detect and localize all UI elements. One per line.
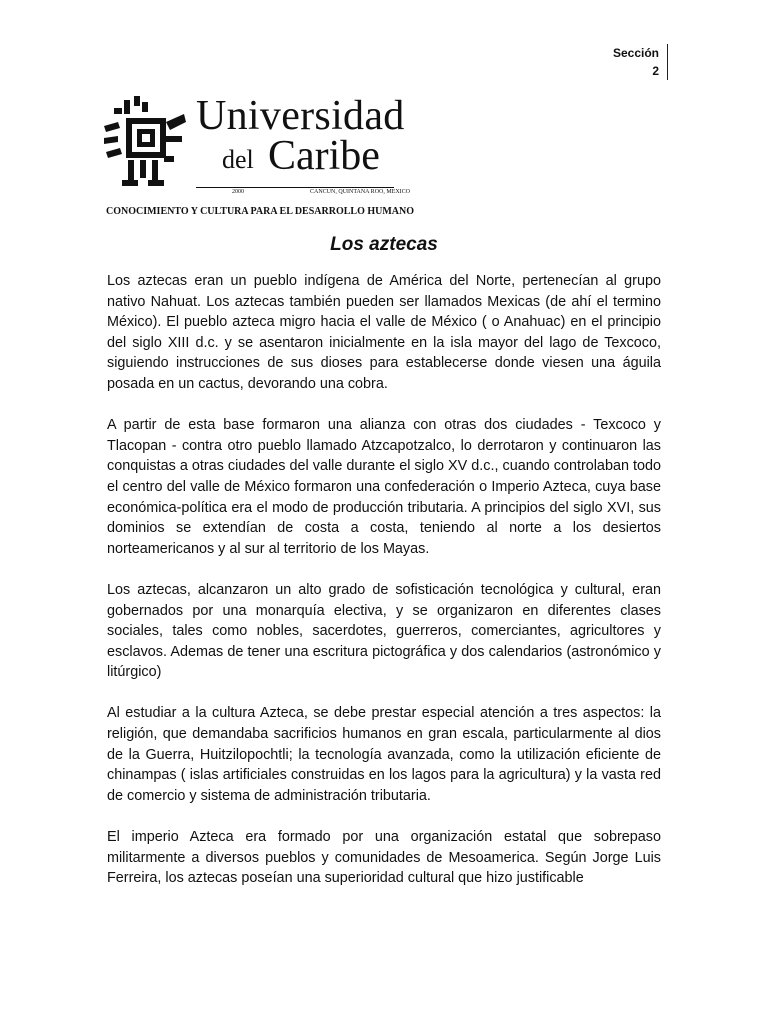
paragraph: Los aztecas, alcanzaron un alto grado de sofisticación tecnológica y cultural, eran gobernados por una monarquía electiva, y se organizaron en diferentes clases sociales, tales como nobles, sacerdotes, guerreros, comerciantes, agricultores y esclavos. Ademas de tener una escritura pictográfica y dos calendarios (astronómico y litúrgico) [107, 581, 661, 681]
section-label: Sección [612, 46, 659, 60]
logo-name-universidad: Universidad [196, 93, 405, 139]
paragraph: Los aztecas eran un pueblo indígena de América del Norte, pertenecían al grupo nativo Nahuat. Los aztecas también pueden ser llamados Mexicas (de ahí el termino México). El pueblo azteca migro hacia el valle de México ( o Anahuac) en el principio del siglo XIII d.c. y se asentaron inicialmente en la isla mayor del lago de Texcoco, siguiendo instrucciones de sus dioses para establecerse donde viesen una águila posada en un cactus, devorando una cobra. [107, 273, 661, 392]
logo-name-caribe: Caribe [268, 133, 380, 179]
document-body [107, 271, 661, 909]
aztec-glyph-icon [104, 96, 186, 188]
logo-city: CANCUN, QUINTANA ROO, MEXICO [310, 189, 411, 195]
paragraph: Al estudiar a la cultura Azteca, se debe prestar especial atención a tres aspectos: la religión, que demandaba sacrificios humanos en gran escala, particularmente al dios de la Guerra, Huitzilopochtli; la tecnología avanzada, como la utilización eficiente de chinampas ( islas artificiales construidas en los lagos para la agricultura) y la vasta red de comercio y sistema de administración tributaria. [107, 705, 661, 804]
logo-motto: CONOCIMIENTO Y CULTURA PARA EL DESARROLLO HUMANO [106, 206, 415, 217]
section-number: 2 [652, 64, 659, 78]
paragraph: El imperio Azteca era formado por una organización estatal que sobrepaso militarmente a diversos pueblos y comunidades de Mesoamerica. Según Jorge Luis Ferreira, los aztecas poseían una superioridad cultural que hizo justificable [107, 829, 661, 887]
university-logo [104, 92, 415, 222]
logo-name-del: del [222, 145, 254, 174]
document-title: Los aztecas [330, 234, 438, 255]
paragraph: A partir de esta base formaron una alianza con otras dos ciudades - Texcoco y Tlacopan - contra otro pueblo llamado Atzcapotzalco, lo derrotaron y continuaron las conquistas a otras ciudades del valle durante el siglo XV d.c., cuando controlaban todo el centro del valle de México formaron una confederación o Imperio Azteca, cuya base económica-política era el modo de producción tributaria. A principios del siglo XVI, sus dominios se extendían de costa a costa, teniendo al norte a los desiertos norteamericanos y al sur al territorio de los Mayas. [107, 417, 661, 557]
logo-year: 2000 [232, 189, 244, 195]
logo-divider [196, 187, 394, 188]
section-indicator [589, 44, 668, 80]
